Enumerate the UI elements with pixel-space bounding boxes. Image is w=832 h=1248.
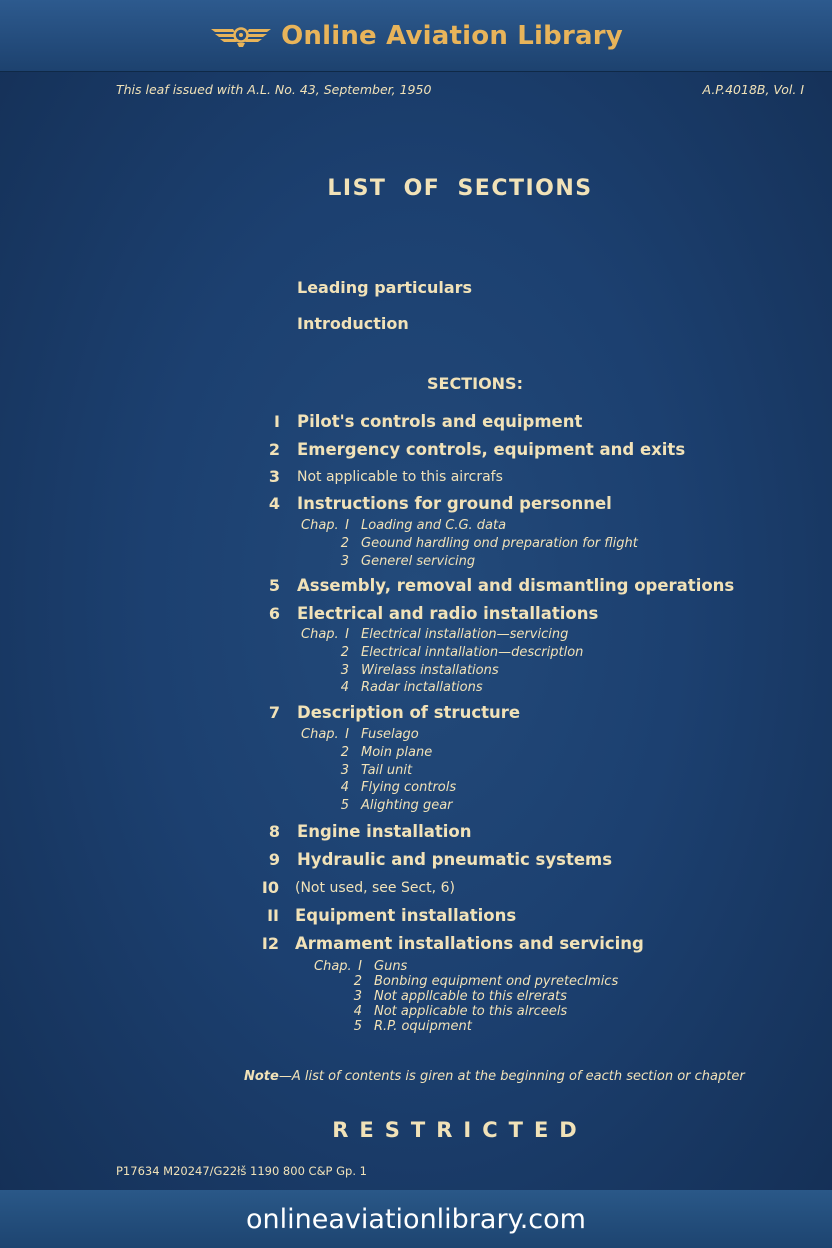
chapter-number: 5 (353, 1019, 362, 1034)
section-row (0, 850, 832, 872)
section-number: II (267, 906, 279, 925)
section-number: 8 (268, 822, 280, 841)
chapter-number: 3 (340, 553, 349, 569)
contents-note (244, 1069, 745, 1084)
chapter-title: Electrical inntallation—descriptlon (361, 644, 584, 660)
chapter-number: 2 (340, 744, 349, 760)
chapter-number: 5 (340, 798, 349, 814)
chapter-title: Alighting gear (361, 798, 453, 814)
classification-marking: RESTRICTED (332, 1118, 588, 1142)
chapter-number: 2 (340, 535, 349, 551)
section-title: Instructions for ground personnel (297, 494, 612, 513)
section-title: Not applicable to this aircrafs (297, 469, 503, 485)
section-title: Engine installation (297, 822, 472, 841)
note-text: —A list of contents is giren at the beginning of eacth section or chapter (278, 1069, 745, 1084)
section-row (0, 494, 832, 516)
chapter-title: R.P. oquipment (374, 1019, 472, 1034)
chapter-title: Electrical installation—servicing (361, 627, 569, 642)
section-number: I (274, 412, 280, 431)
chapter-number: 2 (353, 974, 362, 989)
chapter-number: I (345, 518, 349, 533)
chapter-title: Bonbing equipment ond pyretecImics (374, 974, 619, 989)
section-number: I2 (261, 934, 279, 953)
section-title: (Not used, see Sect, 6) (295, 880, 455, 896)
section-row (0, 440, 832, 462)
section-title: Armament installations and servicing (295, 934, 644, 953)
chapter-number: 4 (340, 780, 349, 796)
chapter-number: I (345, 627, 349, 642)
section-number: 3 (268, 467, 280, 486)
section-title: Assembly, removal and dismantling operations (297, 576, 735, 595)
chapter-title: Tail unit (361, 762, 413, 778)
chapter-title: Wirelass installations (361, 662, 499, 678)
chapter-title: Fuselago (361, 727, 419, 742)
chapter-prefix: Chap. (301, 518, 339, 533)
section-number: 9 (268, 850, 280, 869)
print-code: P17634 M20247/G22łš 1190 800 C&P Gp. 1 (116, 1164, 367, 1178)
chapter-number: 4 (340, 680, 349, 696)
chapter-number: 2 (340, 644, 349, 660)
chapter-title: Generel servicing (361, 553, 476, 569)
chapter-title: Geound hardling ond preparation for flight (361, 535, 638, 551)
section-row (0, 878, 832, 900)
chapter-title: Flying controls (361, 780, 457, 796)
section-title: Equipment installations (295, 906, 517, 925)
chapter-number: 4 (353, 1004, 362, 1019)
section-title: Electrical and radio installations (297, 604, 599, 623)
publication-reference: A.P.4018B, Vol. I (702, 82, 804, 97)
section-row (0, 703, 832, 725)
section-title: Description of structure (297, 703, 521, 722)
chapter-number: 3 (353, 989, 362, 1004)
section-row (0, 467, 832, 489)
chapter-title: Not appllcable to this elrerats (374, 989, 567, 1004)
section-title: Pilot's controls and equipment (297, 412, 583, 431)
front-matter-introduction: Introduction (297, 314, 409, 333)
header-banner (0, 0, 832, 72)
section-row (0, 576, 832, 598)
section-row (0, 934, 832, 956)
section-row (0, 412, 832, 434)
section-row (0, 822, 832, 844)
section-title: Emergency controls, equipment and exits (297, 440, 686, 459)
site-logo[interactable] (209, 21, 623, 51)
winged-emblem-icon (209, 23, 273, 49)
chapter-prefix: Chap. (314, 959, 352, 974)
section-number: 4 (268, 494, 280, 513)
section-number: I0 (261, 878, 279, 897)
section-number: 6 (268, 604, 280, 623)
section-row (0, 906, 832, 928)
chapter-number: 3 (340, 662, 349, 678)
section-number: 5 (268, 576, 280, 595)
chapter-number: I (345, 727, 349, 742)
front-matter-leading-particulars: Leading particulars (297, 278, 473, 297)
sections-heading: SECTIONS: (427, 374, 523, 393)
chapter-title: Not applicable to this alrceels (374, 1004, 568, 1019)
footer-url-link[interactable]: onlineaviationlibrary.com (246, 1203, 586, 1235)
note-label: Note (244, 1069, 279, 1084)
issue-note: This leaf issued with A.L. No. 43, September, 1950 (116, 82, 432, 97)
footer-banner (0, 1190, 832, 1248)
chapter-prefix: Chap. (301, 727, 339, 742)
chapter-title: Guns (374, 959, 408, 974)
chapter-title: Moin plane (361, 744, 433, 760)
chapter-prefix: Chap. (301, 627, 339, 642)
site-logo-text: Online Aviation Library (281, 20, 623, 51)
page-title: LIST OF SECTIONS (327, 176, 593, 201)
section-number: 7 (268, 703, 280, 722)
chapter-title: Loading and C.G. data (361, 518, 507, 533)
section-number: 2 (268, 440, 280, 459)
chapter-title: Radar inctallations (361, 680, 483, 696)
chapter-number: 3 (340, 762, 349, 778)
section-title: Hydraulic and pneumatic systems (297, 850, 613, 869)
chapter-number: I (358, 959, 362, 974)
section-row (0, 604, 832, 626)
